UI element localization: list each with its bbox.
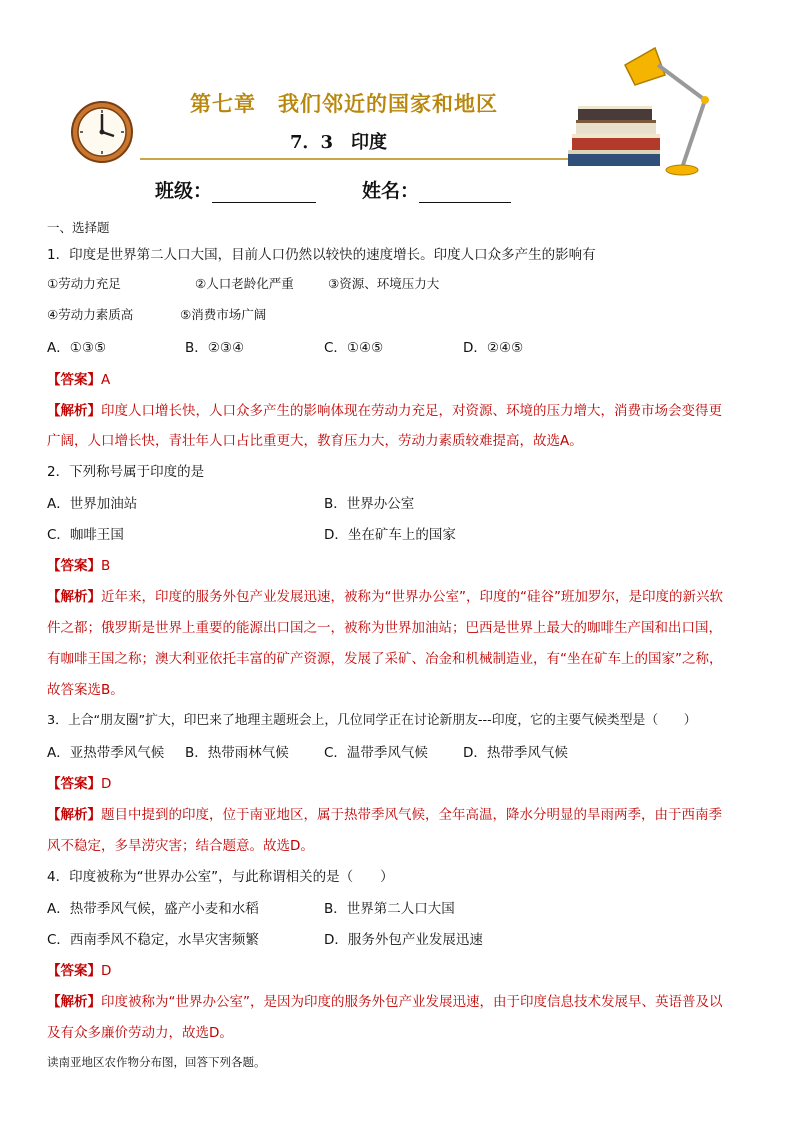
chapter-title: 第七章 我们邻近的国家和地区 [190,91,498,116]
answer-tag: 【答案】 [47,558,101,574]
class-field[interactable] [155,176,316,203]
option-d: D．服务外包产业发展迅速 [324,932,483,948]
analysis-text: 件之都；俄罗斯是世界上重要的能源出口国之一，被称为世界加油站；巴西是世界上最大的咖啡生产国和出口国， [47,620,722,636]
analysis-tag: 【解析】 [47,807,101,823]
analysis-text: 印度人口增长快，人口众多产生的影响体现在劳动力充足，对资源、环境的压力增大，消费市场会变得更 [101,403,722,419]
analysis-text: 广阔，人口增长快，青壮年人口占比重更大，教育压力大，劳动力素质较难提高，故选A。 [47,433,583,449]
answer-line [47,368,110,388]
answer-value: A [101,372,111,388]
statement: ③资源、环境压力大 [328,276,440,291]
option-a: A．世界加油站 [47,496,138,512]
class-blank[interactable] [212,182,316,203]
answer-line [47,554,110,574]
books-icon [560,100,670,170]
question-stem: 3．上合“朋友圈”扩大，印巴来了地理主题班会上，几位同学正在讨论新朋友---印度，它的主要气候类型是（ ） [47,713,697,728]
question-stem: 1．印度是世界第二人口大国，目前人口仍然以较快的速度增长。印度人口众多产生的影响有 [47,247,596,263]
option-b: B．世界第二人口大国 [324,901,455,917]
option-d: D．坐在矿车上的国家 [324,527,456,543]
page-header [0,0,794,215]
analysis-text: 有咖啡王国之称；澳大利亚依托丰富的矿产资源，发展了采矿、冶金和机械制造业，有“坐在矿车上的国家”之称， [47,651,723,667]
answer-value: D [101,963,112,979]
section-heading: 一、选择题 [47,220,110,235]
option-c: C．咖啡王国 [47,527,124,543]
question-stem: 2．下列称号属于印度的是 [47,464,205,480]
statement: ②人口老龄化严重 [195,276,294,291]
question-stem: 4．印度被称为“世界办公室”，与此称谓相关的是（ ） [47,869,394,885]
answer-line [47,959,111,979]
option-b: B．热带雨林气候 [185,745,289,761]
analysis-text: 风不稳定，多旱涝灾害；结合题意。故选D。 [47,838,314,854]
analysis-text: 印度被称为“世界办公室”，是因为印度的服务外包产业发展迅速，由于印度信息技术发展早、英语普及以 [101,994,723,1010]
answer-value: B [101,558,111,574]
analysis-tag: 【解析】 [47,403,101,419]
option-b: B．②③④ [185,340,245,356]
analysis-text: 及有众多廉价劳动力，故选D。 [47,1025,233,1041]
analysis-line [47,803,722,823]
statement: ⑤消费市场广阔 [180,307,267,322]
answer-tag: 【答案】 [47,776,101,792]
statement: ④劳动力素质高 [47,307,134,322]
section-title: 7．3 印度 [290,132,388,153]
analysis-tag: 【解析】 [47,589,101,605]
answer-value: D [101,776,112,792]
option-c: C．①④⑤ [324,340,384,356]
class-label: 班级： [155,180,213,202]
option-d: D．②④⑤ [463,340,524,356]
option-a: A．热带季风气候，盛产小麦和水稻 [47,901,259,917]
analysis-text: 故答案选B。 [47,682,124,698]
clock-icon [70,100,134,164]
answer-tag: 【答案】 [47,963,101,979]
analysis-tag: 【解析】 [47,994,101,1010]
name-blank[interactable] [419,182,511,203]
answer-tag: 【答案】 [47,372,101,388]
answer-line [47,772,111,792]
name-field[interactable] [362,176,511,203]
footer-note: 读南亚地区农作物分布图，回答下列各题。 [47,1055,266,1069]
analysis-text: 题目中提到的印度，位于南亚地区，属于热带季风气候，全年高温，降水分明显的旱雨两季，由于西南季 [101,807,722,823]
name-label: 姓名： [362,180,420,202]
option-b: B．世界办公室 [324,496,415,512]
option-a: A．亚热带季风气候 [47,745,165,761]
option-c: C．西南季风不稳定，水旱灾害频繁 [47,932,259,948]
statement: ①劳动力充足 [47,276,121,291]
analysis-line [47,585,723,605]
analysis-line [47,399,722,419]
option-c: C．温带季风气候 [324,745,428,761]
analysis-text: 近年来，印度的服务外包产业发展迅速，被称为“世界办公室”，印度的“硅谷”班加罗尔，是印度的新兴软 [101,589,723,605]
option-a: A．①③⑤ [47,340,107,356]
analysis-line [47,990,723,1010]
option-d: D．热带季风气候 [463,745,568,761]
